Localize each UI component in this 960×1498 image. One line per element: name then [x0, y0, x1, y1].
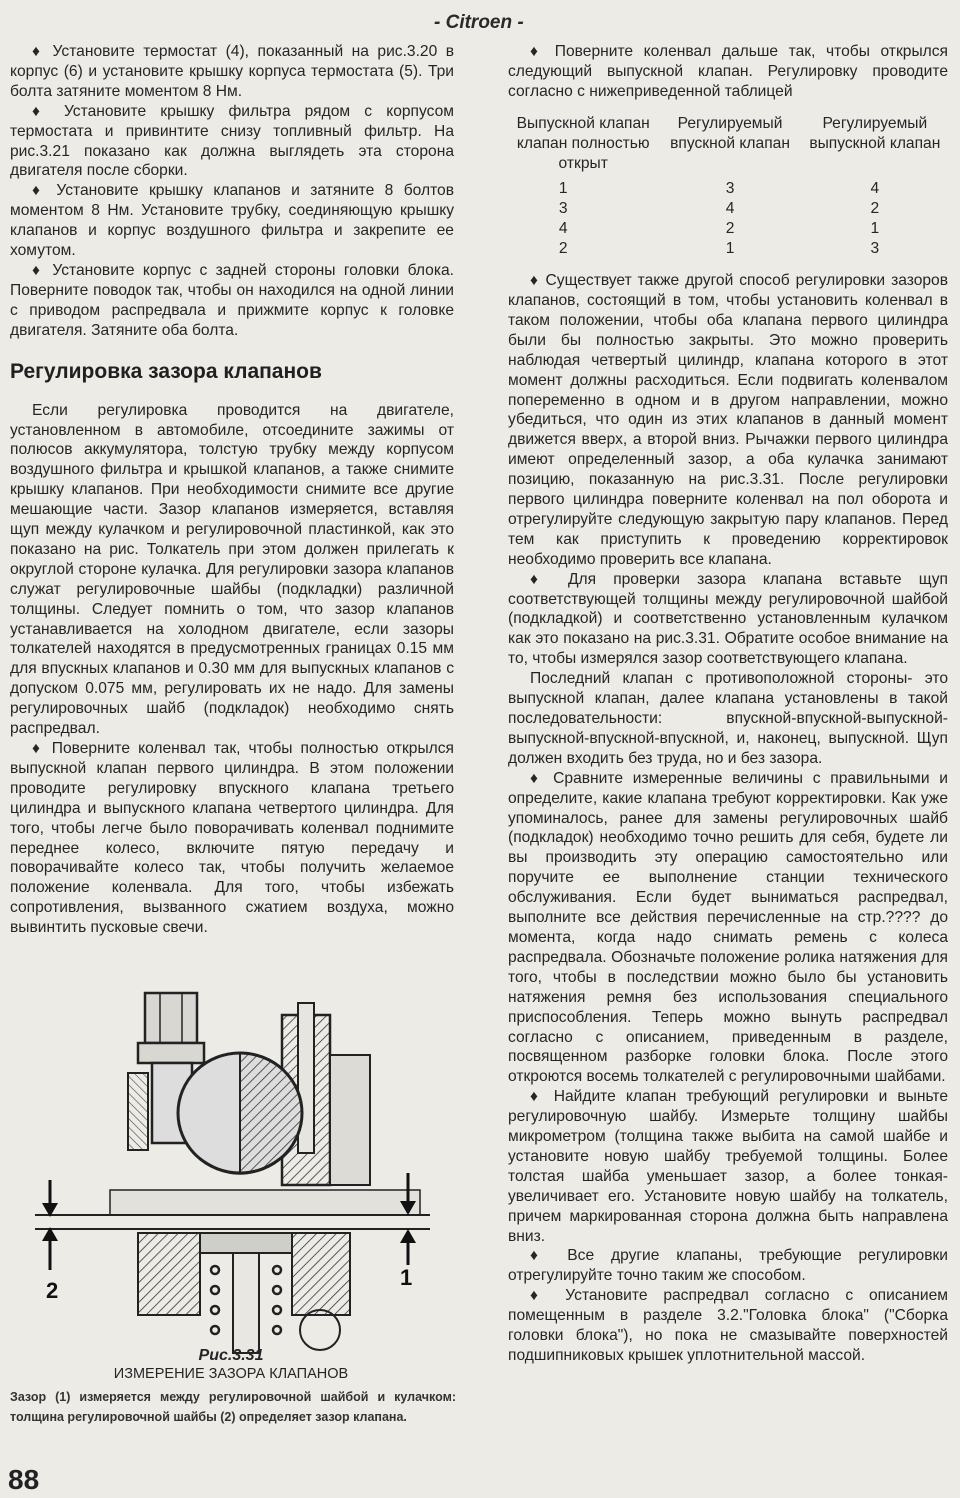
paragraph: ♦ Сравните измеренные величины с правильными и определите, какие клапана требуют корректировки. Как уже упоминалось, ранее для замены регулировочных шайб (подкладок) необходимо точно решить для себя, будете ли вы производить эту операцию самостоятельно или поручите ее выполнение станции технического обслуживания. Если будет выниматься распредвал, выполните все действия перечисленные на стр.???? до момента, когда надо снимать ремень с колеса распредвала. Обозначьте положение ролика натяжения для того, чтобы в последствии можно было бы установить натяжения ремня без использования специального приспособления. Теперь можно вынуть распредвал согласно с описанием, приведенным в разделе, посвященном разборке головки блока. После этого откроются восемь толкателей с регулировочными шайбами.: [508, 769, 948, 1088]
table-header: Регулируемый выпускной клапан: [809, 114, 941, 152]
paragraph: Последний клапан с противоположной стороны- это выпускной клапан, далее клапана установлены в такой последовательности: впускной-впускной-выпускной-выпускной-впускной-впускной, и, наконец, выпускной. Щуп должен входить без труда, но и без зазора.: [508, 670, 948, 767]
paragraph: ♦ Установите крышку клапанов и затяните 8 болтов моментом 8 Нм. Установите трубку, соединяющую крышку клапанов и корпус воздушного фильтра и закрепите ее хомутом.: [10, 181, 454, 261]
paragraph: ♦ Поверните коленвал так, чтобы полностью открылся выпускной клапан первого цилиндра. В этом положении проводите регулировку впускного клапана третьего цилиндра и выпускного клапана четвертого цилиндра. Для того, чтобы легче было поворачивать коленвал поднимите переднее колесо, включите пятую передачу и поворачивайте колесо так, чтобы получить желаемое положение коленвала. Для того, чтобы избежать сопротивления, вызванного сжатием воздуха, можно вывинтить пусковые свечи.: [10, 739, 454, 938]
paragraph: ♦ Установите распредвал согласно с описанием помещенным в разделе 3.2."Головка блока" ("Сборка головки блока"), но пока не смазывайте поверхностей подшипниковых крышек уплотнительной массой.: [508, 1286, 948, 1366]
table-row: [508, 239, 948, 259]
table-cell: 3: [558, 200, 568, 218]
paragraph: ♦ Поверните коленвал дальше так, чтобы открылся следующий выпускной клапан. Регулировку проводите согласно с нижеприведенной таблицей: [508, 42, 948, 102]
paragraph: ♦ Установите термостат (4), показанный на рис.3.20 в корпус (6) и установите крышку корпуса термостата (5). Три болта затяните моментом 8 Нм.: [10, 42, 454, 102]
table-cell: 1: [725, 240, 735, 258]
table-header: Выпускной клапан клапан полностью открыт: [516, 114, 650, 172]
table-header: Регулируемый впускной клапан: [670, 114, 790, 152]
paragraph: ♦ Установите крышку фильтра рядом с корпусом термостата и привинтите снизу топливный фильтр. На рис.3.21 показано как должна выглядеть эта сторона двигателя после сборки.: [10, 102, 454, 182]
table-cell: 2: [725, 220, 735, 238]
paragraph: Если регулировка проводится на двигателе, установленном в автомобиле, отсоедините зажимы от полюсов аккумулятора, толстую трубку между корпусом воздушного фильтра и крышкой клапанов, а также снимите крышку клапанов. При необходимости снимите все другие мешающие части. Зазор клапанов измеряется, вставляя щуп между кулачком и регулировочной пластинкой, как это показано на рис. Толкатель при этом должен прилегать к округлой стороне кулачка. Для регулировки зазора клапанов служат регулировочные шайбы (подкладки) различной толщины. Следует помнить о том, что зазор клапанов устанавливается на холодном двигателе, если зазоры толкателей находятся в предусмотренных границах 0.15 мм для впускных клапанов и 0.30 мм для выпускных клапанов с допуском 0.075 мм, регулировать их не надо. Для замены регулировочных шайб (подкладок) необходимо снять распредвал.: [10, 401, 454, 738]
left-column: [10, 42, 454, 938]
valve-clearance-figure: [20, 985, 450, 1355]
figure-caption: [8, 1346, 454, 1384]
label-2: 2: [46, 1278, 59, 1303]
tappet-shape: [138, 1233, 350, 1353]
table-cell: 2: [870, 200, 880, 218]
paragraph: ♦ Найдите клапан требующий регулировки и выньте регулировочную шайбу. Измерьте толщину шайбы микрометром (толщина также выбита на самой шайбе и установите новую шайбу требуемой толщины. Более толстая шайба уменьшает зазор, а более тонкая-увеличивает его. Установите новую шайбу на толкатель, причем маркированная сторона должна быть направлена вниз.: [508, 1087, 948, 1246]
table-cell: 2: [558, 240, 568, 258]
table-cell: 3: [725, 180, 735, 198]
right-column: [508, 42, 948, 1366]
table-header-row: [508, 114, 948, 180]
valve-order-table: [508, 114, 948, 259]
table-cell: 1: [870, 220, 880, 238]
arrow-2-shape: [42, 1180, 58, 1270]
figure-note: Зазор (1) измеряется между регулировочной шайбой и кулачком: толщина регулировочной шайбы (2) определяет зазор клапана.: [10, 1390, 456, 1424]
table-row: [508, 179, 948, 199]
label-1: 1: [400, 1265, 413, 1290]
table-cell: 4: [725, 200, 735, 218]
paragraph: ♦ Установите корпус с задней стороны головки блока. Поверните поводок так, чтобы он находился на одной линии с приводом распредвала и прижмите корпус к головке двигателя. Затяните оба болта.: [10, 261, 454, 341]
arrow-1-shape: [400, 1173, 416, 1265]
table-row: [508, 199, 948, 219]
valve-diagram: [20, 985, 450, 1355]
paragraph: ♦ Все другие клапаны, требующие регулировки отрегулируйте точно таким же способом.: [508, 1246, 948, 1286]
table-cell: 4: [558, 220, 568, 238]
figure-title: ИЗМЕРЕНИЕ ЗАЗОРА КЛАПАНОВ: [113, 1366, 349, 1382]
table-cell: 4: [870, 180, 880, 198]
section-heading: Регулировка зазора клапанов: [10, 359, 322, 383]
paragraph: ♦ Для проверки зазора клапана вставьте щуп соответствующей толщины между регулировочной шайбой (подкладкой) и соответственно установленным кулачком как это показано на рис.3.31. Обратите особое внимание на то, чтобы измерялся зазор соответствующего клапана.: [508, 570, 948, 670]
table-cell: 1: [558, 180, 568, 198]
cam-lobe-shape: [178, 1053, 302, 1174]
paragraph: ♦ Существует также другой способ регулировки зазоров клапанов, состоящий в том, чтобы установить коленвал в таком положении, чтобы оба клапана первого цилиндра были бы полностью закрыты. Это можно проверить наблюдая четвертый цилиндр, клапана которого в этот момент должны расходиться. Если подвигать коленвалом попеременно в одном и в другом направлении, можно убедиться, что один из этих клапанов в данный момент движется вверх, а второй вниз. Рычажки первого цилиндра имеют определенный зазор, а оба кулачка занимают позицию, показанную на рис.3.31. После регулировки первого цилиндра поверните коленвал на пол оборота и отрегулируйте следующую закрытую пару клапанов. Перед тем как приступить к проведению корректировок необходимо проверить все клапана.: [508, 271, 948, 570]
table-row: [508, 219, 948, 239]
running-title: - Citroen -: [434, 12, 524, 33]
figure-number: Рис.3.31: [198, 1347, 264, 1364]
table-cell: 3: [870, 240, 880, 258]
page-number: 88: [8, 1464, 40, 1495]
